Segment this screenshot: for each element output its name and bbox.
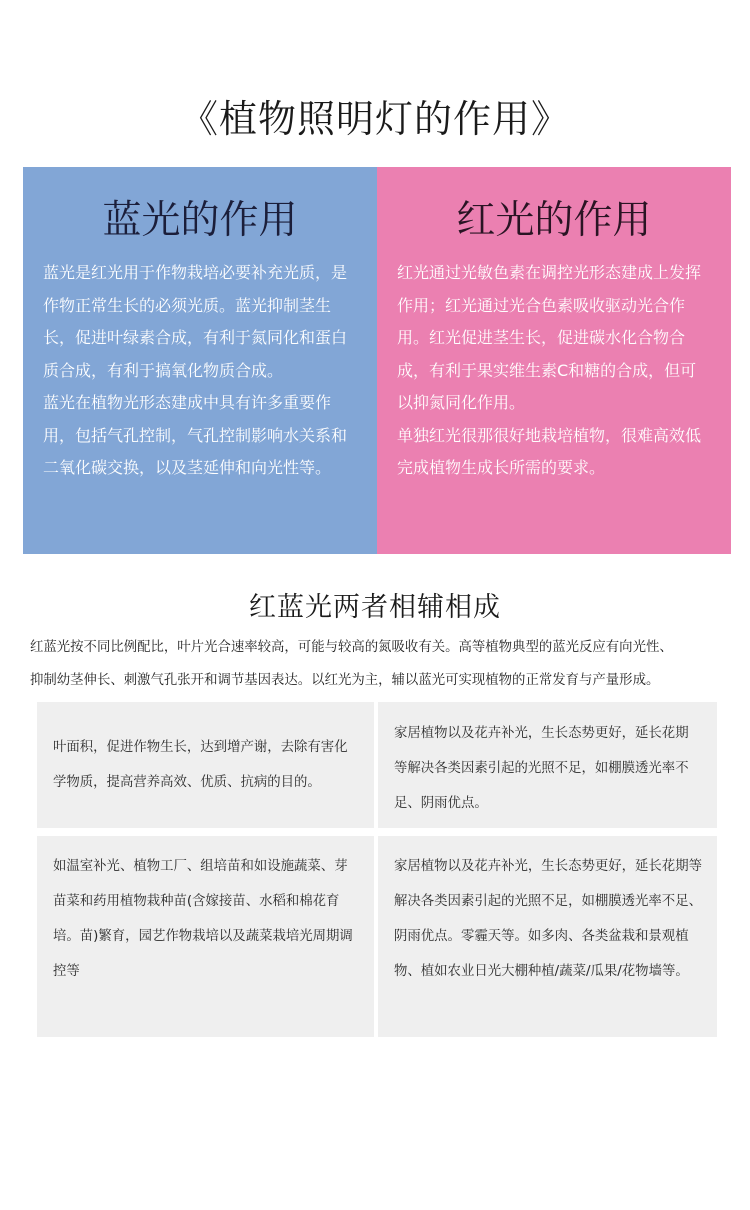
red-light-panel — [377, 167, 731, 554]
grid-cell-text: 如温室补光、植物工厂、组培苗和如设施蔬菜、芽苗菜和药用植物栽种苗(含嫁接苗、水稻和棉花育培。苗)繁育，园艺作物栽培以及蔬菜栽培光周期调控等 — [53, 859, 353, 979]
application-grid — [37, 702, 717, 1037]
blue-light-body — [43, 257, 357, 485]
red-light-paragraph: 红光通过光敏色素在调控光形态建成上发挥作用；红光通过光合色素吸收驱动光合作用。红光促进茎生长，促进碳水化合物合成，有利于果实维生素C和糖的合成，但可以抑氮同化作用。 — [397, 263, 702, 412]
grid-cell — [378, 702, 717, 828]
blue-light-panel — [23, 167, 377, 554]
page-title: 《植物照明灯的作用》 — [179, 97, 570, 141]
section-intro — [30, 631, 720, 697]
grid-cell-text: 叶面积，促进作物生长，达到增产谢，去除有害化学物质，提高营养高效、优质、抗病的目的。 — [53, 740, 348, 790]
section-title: 红蓝光两者相辅相成 — [249, 592, 501, 623]
red-light-paragraph: 单独红光很那很好地栽培植物，很难高效低完成植物生成长所需的要求。 — [397, 425, 702, 477]
intro-line: 抑制幼茎伸长、刺激气孔张开和调节基因表达。以红光为主，辅以蓝光可实现植物的正常发育与产量形成。 — [30, 673, 660, 688]
blue-light-heading: 蓝光的作用 — [102, 198, 298, 243]
red-light-body — [397, 257, 711, 485]
light-effects-panels — [23, 167, 731, 554]
intro-line: 红蓝光按不同比例配比，叶片光合速率较高，可能与较高的氮吸收有关。高等植物典型的蓝光反应有向光性、 — [30, 640, 673, 655]
grid-cell-text: 家居植物以及花卉补光，生长态势更好，延长花期等解决各类因素引起的光照不足，如棚膜透光率不足、阴雨优点。零霾天等。如多肉、各类盆栽和景观植物、植如农业日光大棚种植/蔬菜/瓜果/花物墙等。 — [394, 859, 702, 979]
red-light-heading: 红光的作用 — [456, 198, 652, 243]
blue-light-paragraph: 蓝光在植物光形态建成中具有许多重要作用，包括气孔控制，气孔控制影响水关系和二氧化碳交换，以及茎延伸和向光性等。 — [43, 393, 348, 477]
grid-cell-text: 家居植物以及花卉补光，生长态势更好，延长花期等解决各类因素引起的光照不足，如棚膜透光率不足、阴雨优点。 — [394, 726, 689, 811]
grid-cell — [37, 702, 374, 828]
grid-cell — [37, 836, 374, 1037]
blue-light-paragraph: 蓝光是红光用于作物栽培必要补充光质，是作物正常生长的必须光质。蓝光抑制茎生长，促进叶绿素合成，有利于氮同化和蛋白质合成，有利于搞氧化物质合成。 — [43, 263, 348, 380]
grid-cell — [378, 836, 717, 1037]
